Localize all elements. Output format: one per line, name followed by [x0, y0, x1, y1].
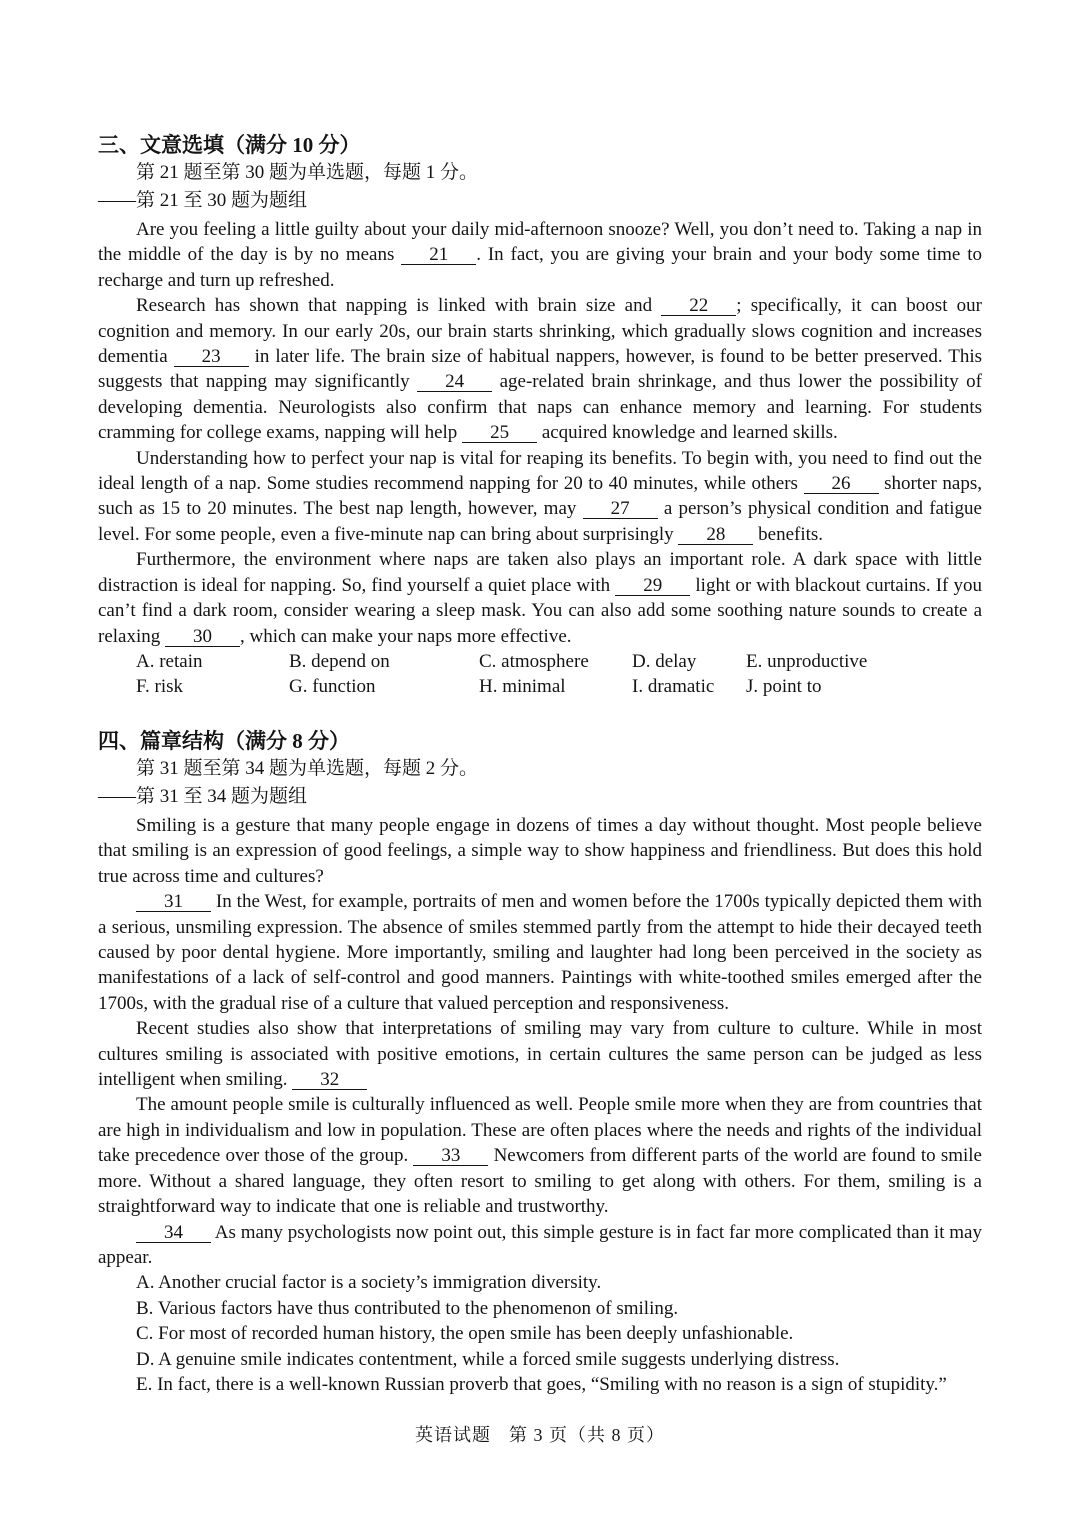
blank-26: 26	[804, 474, 879, 494]
passage-text: benefits.	[753, 523, 824, 545]
passage-text: Newcomers from different parts of the world are found to smile more. Without a shared language, they often resort to smiling to get along with others. For them, smiling is a straightforward way to indicate that one is reliable and trustworthy.	[98, 1145, 982, 1218]
option-f: F. risk	[136, 676, 184, 698]
passage-text: . In fact, you are giving your brain and your body some time to recharge and turn up refreshed.	[98, 244, 982, 291]
blank-23: 23	[174, 347, 249, 367]
page-footer	[0, 1423, 1080, 1447]
option-j: J. point to	[746, 676, 822, 698]
blank-28: 28	[678, 525, 753, 545]
passage-text: The amount people smile is culturally influenced as well. People smile more when they are from countries that are high in individualism and low in population. These are often places where the needs and rights of the individual take precedence over those of the group.	[98, 1094, 982, 1167]
passage-text: Smiling is a gesture that many people engage in dozens of times a day without thought. Most people believe that smiling is an expression of good feelings, a simple way to show happiness and friendliness. But does this hold true across time and cultures?	[98, 815, 982, 887]
passage-paragraph	[98, 293, 982, 445]
option-e: E. In fact, there is a well-known Russian proverb that goes, “Smiling with no reason is a sign of stupidity.”	[136, 1373, 947, 1395]
blank-32: 32	[292, 1070, 367, 1090]
option-i: I. dramatic	[632, 676, 715, 698]
question-group-label: ——第 21 至 30 题为题组	[98, 190, 308, 211]
blank-29: 29	[615, 576, 690, 596]
blank-31: 31	[136, 892, 211, 912]
blank-25: 25	[462, 423, 537, 443]
option-d: D. A genuine smile indicates contentment, while a forced smile suggests underlying distress.	[136, 1348, 840, 1370]
passage-paragraph	[98, 446, 982, 548]
section-cloze	[98, 131, 982, 700]
option-g: G. function	[289, 676, 376, 698]
blank-27: 27	[583, 499, 658, 519]
option-b: B. Various factors have thus contributed to the phenomenon of smiling.	[136, 1297, 679, 1319]
passage-paragraph	[98, 1092, 982, 1219]
passage-text: In the West, for example, portraits of men and women before the 1700s typically depicted them with a serious, unsmiling expression. The absence of smiles stemmed partly from the attempt to hide their decayed teeth caused by poor dental hygiene. More importantly, smiling and laughter had long been perceived in the society as manifestations of a lack of self-control and good manners. Paintings with white-toothed smiles emerged after the 1700s, with the gradual rise of a culture that valued perception and responsiveness.	[98, 891, 982, 1014]
option-h: H. minimal	[479, 676, 566, 698]
option-d: D. delay	[632, 650, 697, 672]
blank-24: 24	[417, 372, 492, 392]
option-a: A. Another crucial factor is a society’s immigration diversity.	[136, 1272, 602, 1294]
passage-text: acquired knowledge and learned skills.	[537, 422, 838, 444]
blank-21: 21	[401, 245, 476, 265]
passage-text: ; specifically, it can boost our cognition and memory. In our early 20s, our brain starts shrinking, which gradually slows cognition and increases dementia	[98, 295, 982, 368]
blank-33: 33	[413, 1146, 488, 1166]
passage	[98, 813, 982, 1270]
option-b: B. depend on	[289, 650, 390, 672]
passage-text: Furthermore, the environment where naps are taken also plays an important role. A dark space with little distraction is ideal for napping. So, find yourself a quiet place with	[98, 549, 982, 596]
passage-text: shorter naps, such as 15 to 20 minutes. The best nap length, however, may	[98, 473, 982, 520]
option-a: A. retain	[136, 650, 203, 672]
option-e: E. unproductive	[746, 650, 868, 672]
passage-paragraph	[98, 813, 982, 889]
passage	[98, 217, 982, 649]
blank-22: 22	[661, 296, 736, 316]
footer-page-number: 第 3 页（共 8 页）	[509, 1425, 665, 1445]
blank-30: 30	[165, 627, 240, 647]
passage-text: Understanding how to perfect your nap is vital for reaping its benefits. To begin with, you need to find out the ideal length of a nap. Some studies recommend napping for 20 to 40 minutes, while others	[98, 447, 982, 495]
passage-text: light or with blackout curtains. If you can’t find a dark room, consider wearing a sleep mask. You can also add some soothing nature sounds to create a relaxing	[98, 574, 982, 647]
passage-text: , which can make your naps more effective.	[240, 625, 572, 647]
passage-text: age-related brain shrinkage, and thus lower the possibility of developing dementia. Neurologists also confirm that naps can enhance memory and learning. For students cramming for college exams, napping will help	[98, 371, 982, 444]
passage-text: a person’s physical condition and fatigue level. For some people, even a five-minute nap can bring about surprisingly	[98, 498, 982, 545]
passage-text: As many psychologists now point out, this simple gesture is in fact far more complicated than it may appear.	[98, 1221, 982, 1268]
section-instruction: 第 21 题至第 30 题为单选题，每题 1 分。	[136, 162, 479, 183]
passage-text: Are you feeling a little guilty about your daily mid-afternoon snooze? Well, you don’t need to. Taking a nap in the middle of the day is by no means	[98, 219, 982, 266]
passage-paragraph	[98, 1016, 982, 1092]
passage-paragraph	[98, 889, 982, 1016]
passage-text: Research has shown that napping is linked with brain size and	[136, 295, 662, 317]
passage-paragraph	[98, 1220, 982, 1271]
passage-text: in later life. The brain size of habitual nappers, however, is found to be better preserved. This suggests that napping may significantly	[98, 346, 982, 393]
option-c: C. atmosphere	[479, 650, 589, 672]
blank-34: 34	[136, 1223, 211, 1243]
section-heading: 三、文意选填（满分 10 分）	[98, 133, 361, 157]
section-instruction: 第 31 题至第 34 题为单选题，每题 2 分。	[136, 758, 479, 779]
passage-paragraph	[98, 217, 982, 293]
passage-text: Recent studies also show that interpretations of smiling may vary from culture to culture. While in most cultures smiling is associated with positive emotions, in certain cultures the same person can be judged as less intelligent when smiling.	[98, 1018, 982, 1091]
word-bank	[98, 649, 982, 700]
section-heading: 四、篇章结构（满分 8 分）	[98, 729, 350, 753]
option-c: C. For most of recorded human history, the open smile has been deeply unfashionable.	[136, 1323, 794, 1345]
footer-subject: 英语试题	[415, 1425, 491, 1445]
section-text-structure	[98, 727, 982, 1397]
sentence-options	[98, 1270, 982, 1397]
question-group-label: ——第 31 至 34 题为题组	[98, 786, 308, 807]
passage-paragraph	[98, 547, 982, 649]
